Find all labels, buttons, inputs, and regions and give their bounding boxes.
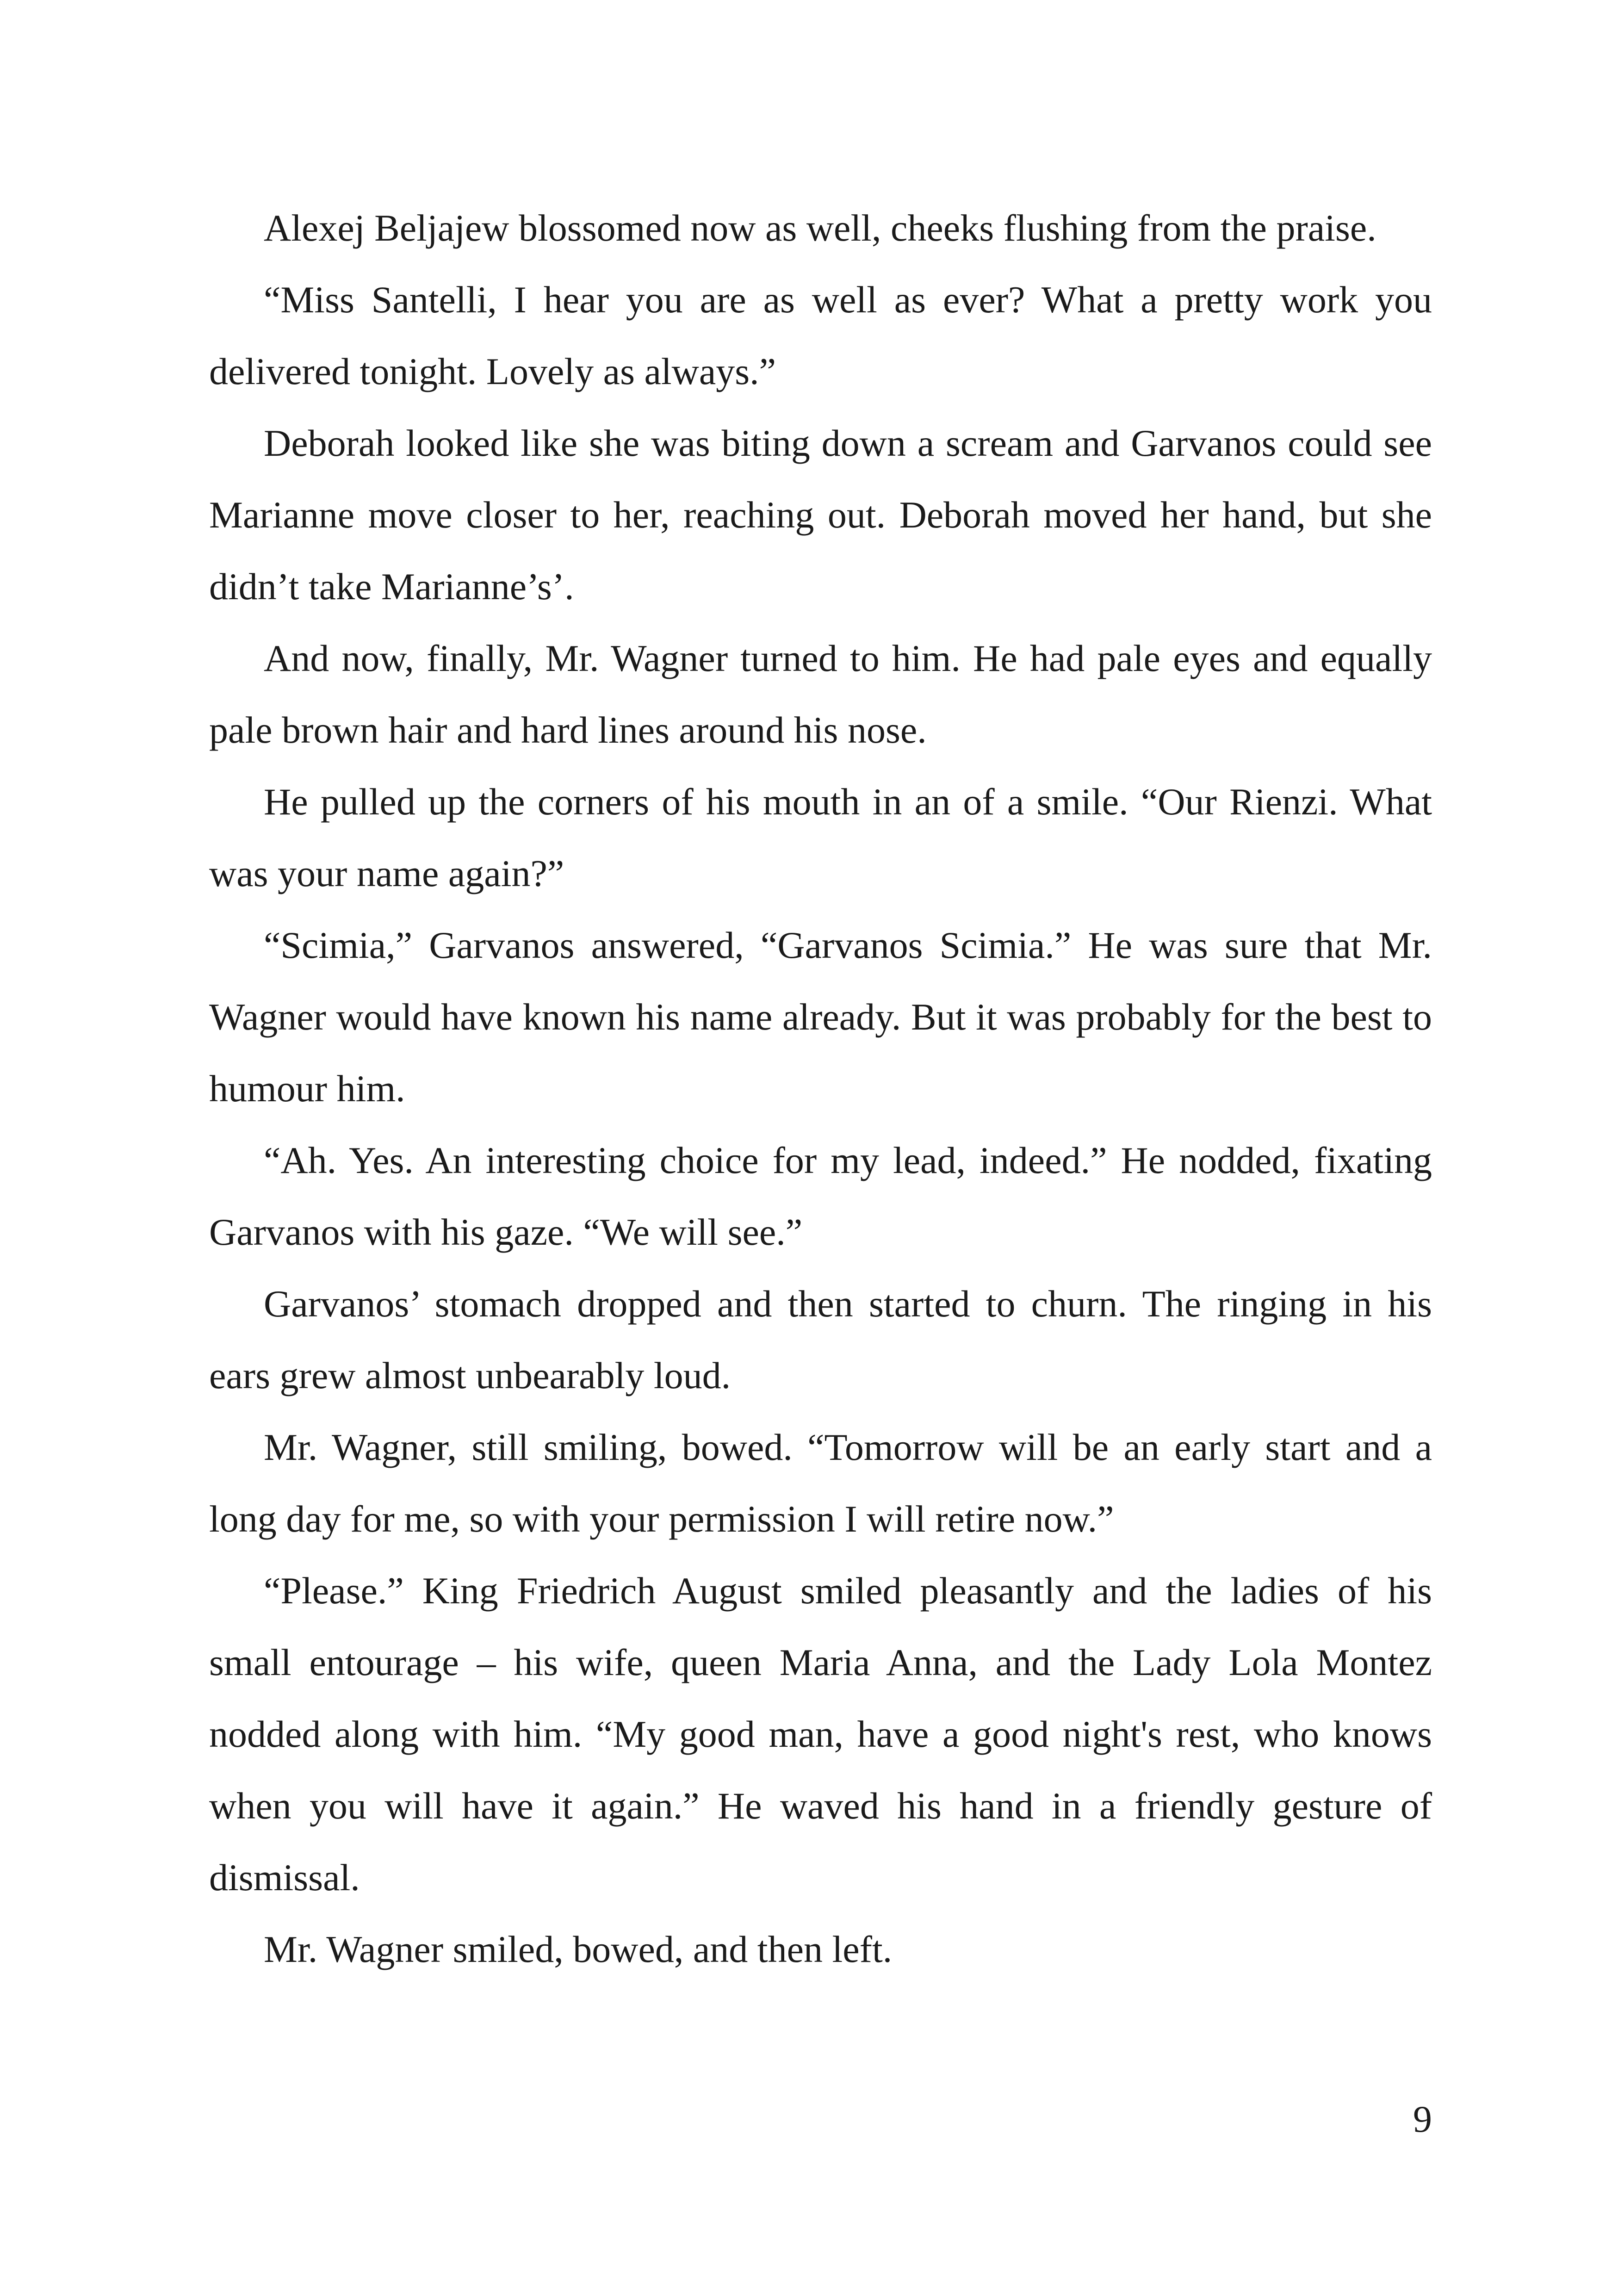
- paragraph: Deborah looked like she was biting down a scream and Garvanos could see Marianne move closer to her, reaching out. Deborah moved her hand, but she didn’t take Marianne’s’.: [209, 422, 1432, 608]
- paragraph: Alexej Beljajew blossomed now as well, cheeks flushing from the praise.: [264, 207, 1376, 249]
- page-body: [209, 192, 1432, 1985]
- paragraph: Mr. Wagner smiled, bowed, and then left.: [264, 1928, 893, 1970]
- paragraph: And now, finally, Mr. Wagner turned to him. He had pale eyes and equally pale brown hair and hard lines around his nose.: [209, 637, 1432, 751]
- paragraph: Garvanos’ stomach dropped and then started to churn. The ringing in his ears grew almost unbearably loud.: [209, 1283, 1432, 1396]
- paragraph: Mr. Wagner, still smiling, bowed. “Tomorrow will be an early start and a long day for me, so with your permission I will retire now.”: [209, 1426, 1432, 1540]
- paragraph: He pulled up the corners of his mouth in an of a smile. “Our Rienzi. What was your name again?”: [209, 781, 1432, 894]
- paragraph: “Scimia,” Garvanos answered, “Garvanos Scimia.” He was sure that Mr. Wagner would have known his name already. But it was probably for the best to humour him.: [209, 924, 1432, 1110]
- paragraph: “Ah. Yes. An interesting choice for my lead, indeed.” He nodded, fixating Garvanos with his gaze. “We will see.”: [209, 1139, 1432, 1253]
- page-number: 9: [1413, 2098, 1432, 2140]
- paragraph: “Miss Santelli, I hear you are as well as ever? What a pretty work you delivered tonight. Lovely as always.”: [209, 279, 1432, 392]
- paragraph: “Please.” King Friedrich August smiled pleasantly and the ladies of his small entourage – his wife, queen Maria Anna, and the Lady Lola Montez nodded along with him. “My good man, have a good night's rest, who knows when you will have it again.” He waved his hand in a friendly gesture of dismissal.: [209, 1570, 1432, 1899]
